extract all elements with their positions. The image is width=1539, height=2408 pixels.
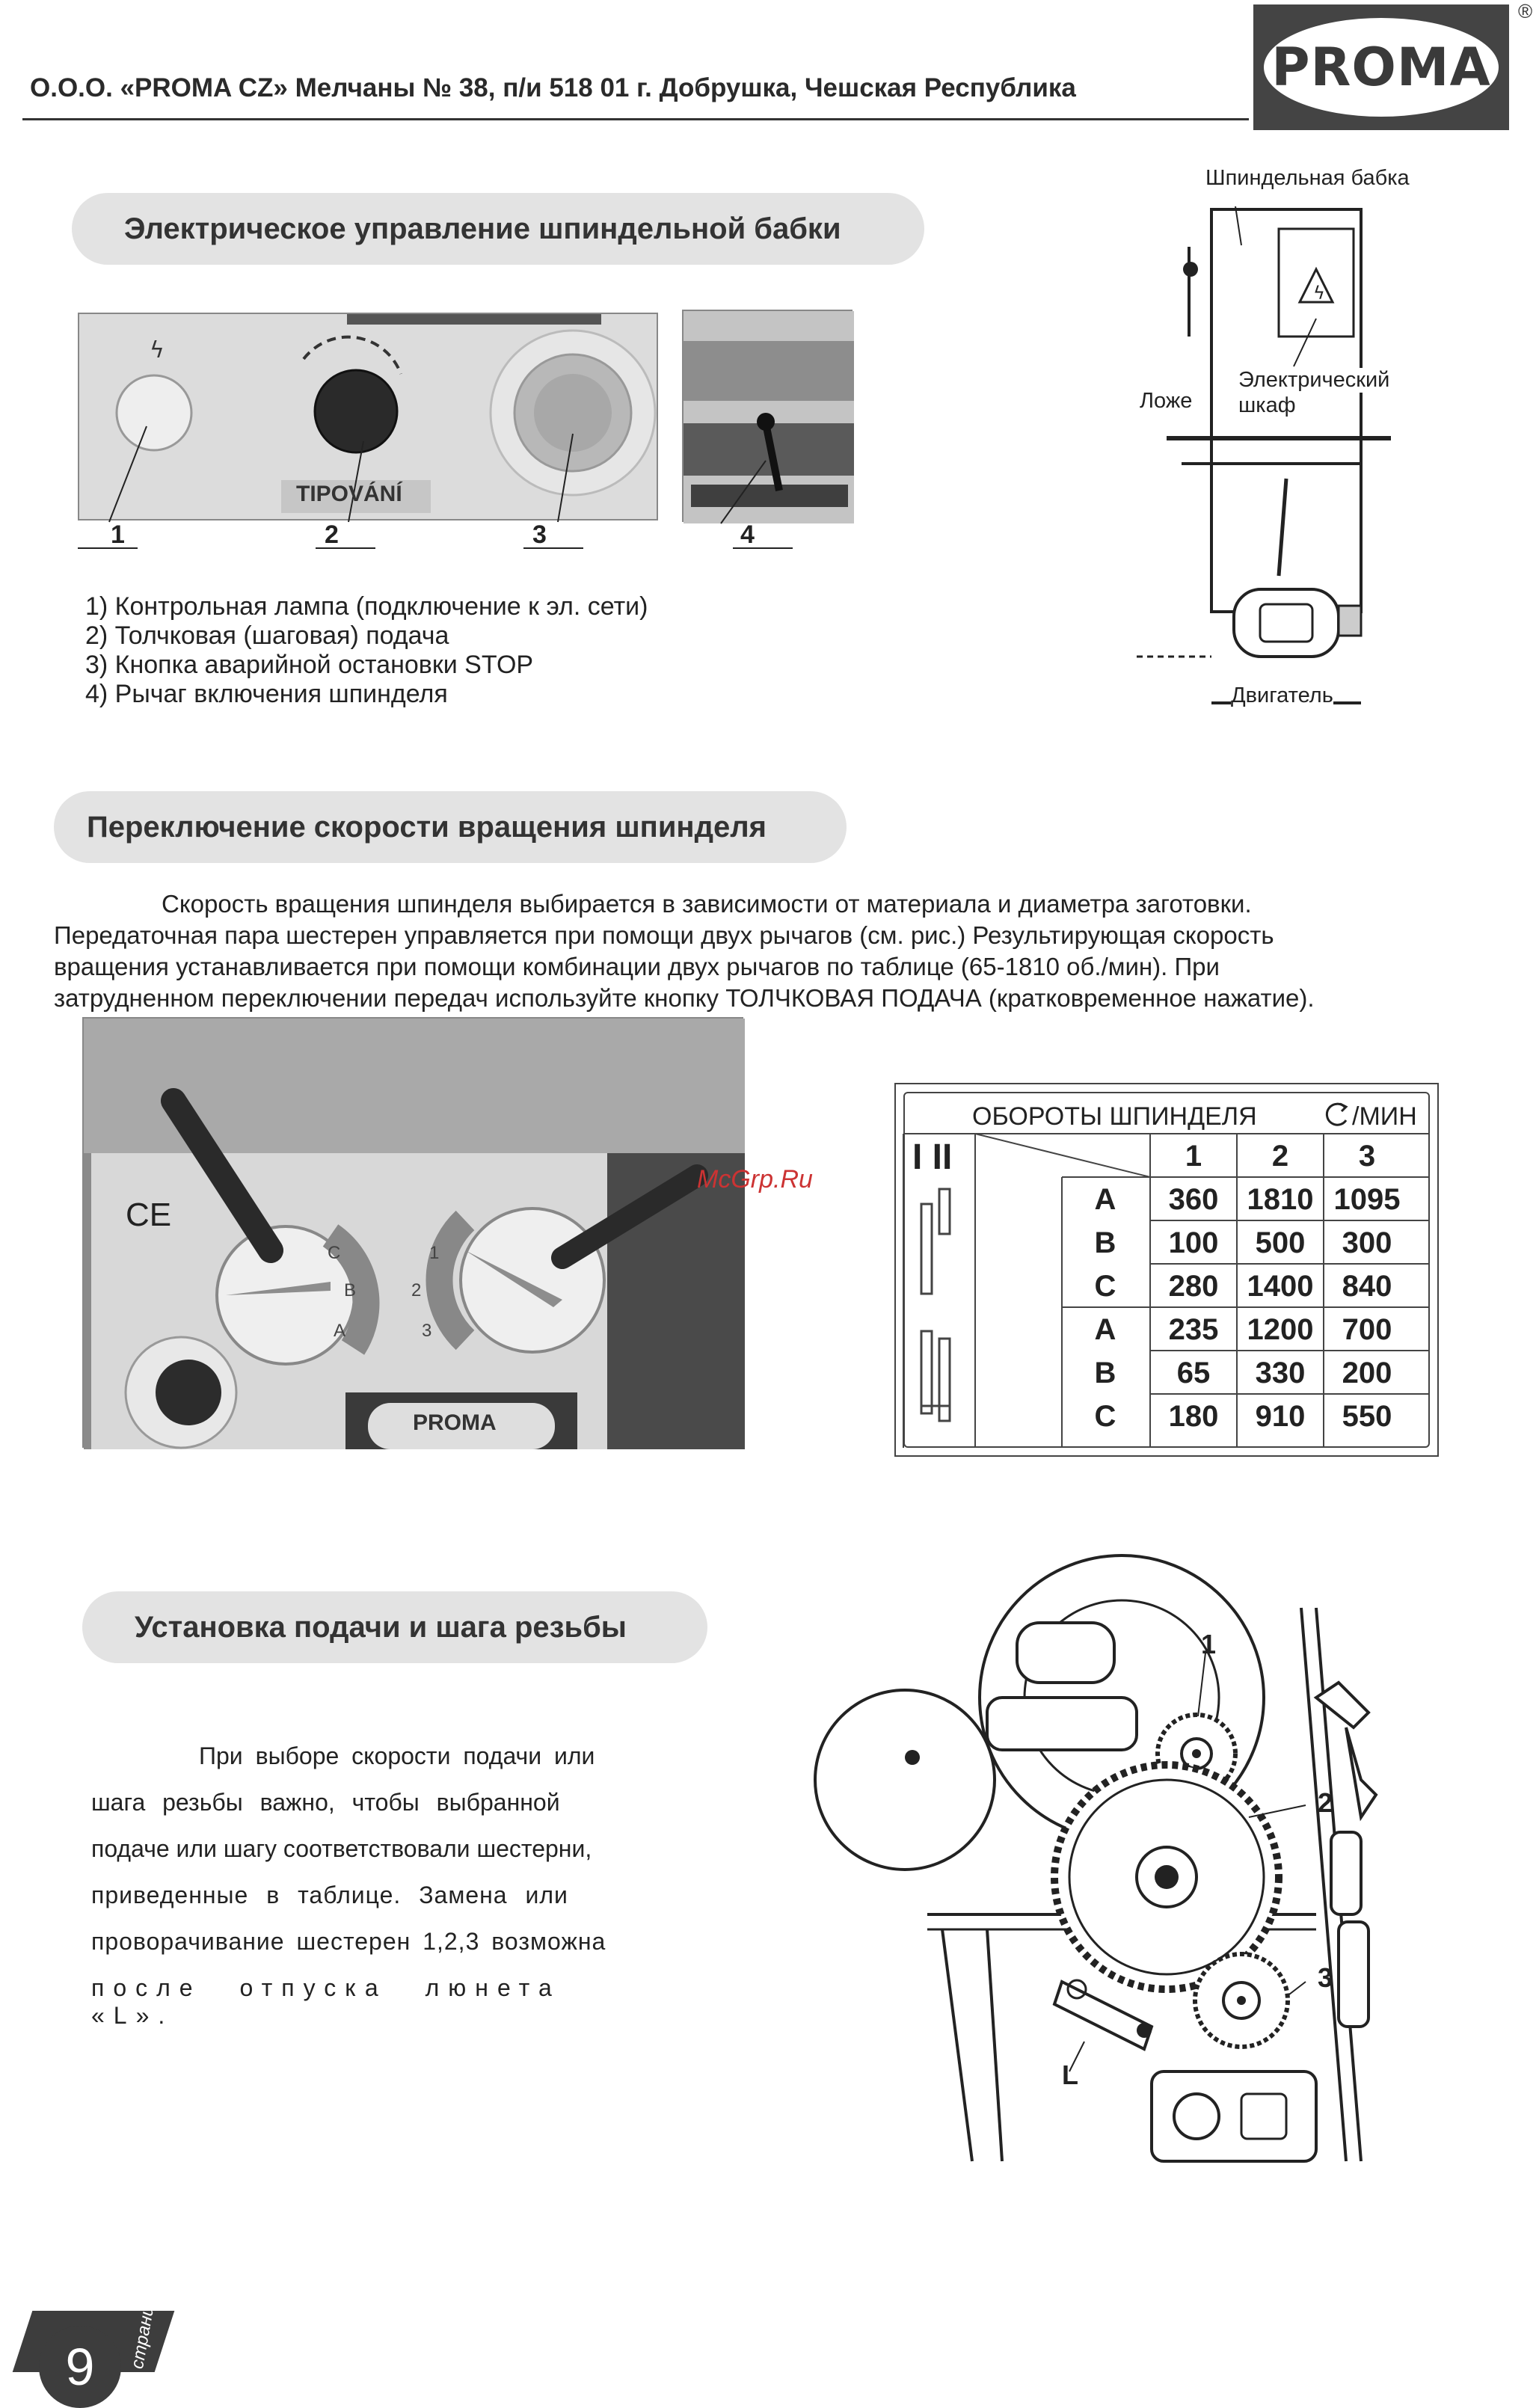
company-address: О.О.О. «PROMA CZ» Мелчаны № 38, п/и 518 01 г. Добрушка, Чешская Республика xyxy=(30,73,1076,102)
table-cell: 550 xyxy=(1342,1400,1392,1433)
feed-paragraph xyxy=(91,1742,649,2029)
callout-row xyxy=(78,520,853,550)
logo-text: PROMA xyxy=(1271,37,1491,98)
motor-label: Двигатель xyxy=(1231,684,1333,707)
section3-title-text: Установка подачи и шага резьбы xyxy=(135,1610,627,1644)
dial-a-c: C xyxy=(328,1243,341,1263)
plate-logo: PROMA xyxy=(413,1410,497,1435)
col-header-2: 2 xyxy=(1271,1140,1289,1173)
section-title-electric-control xyxy=(72,193,924,265)
para-line: Скорость вращения шпинделя выбирается в зависимости от материала и диаметра заготовки. xyxy=(162,890,1252,918)
list-item: 1) Контрольная лампа (подключение к эл. сети) xyxy=(85,592,648,621)
para-line: подаче или шагу соответствовали шестерни, xyxy=(91,1835,592,1862)
table-cell: 700 xyxy=(1342,1313,1392,1346)
control-legend-list xyxy=(85,592,648,709)
table-cell: 840 xyxy=(1342,1270,1392,1303)
header-rule xyxy=(22,118,1249,120)
ce-mark: CE xyxy=(126,1197,172,1233)
watermark-text: McGrp.Ru xyxy=(697,1165,813,1194)
table-cell: 200 xyxy=(1342,1357,1392,1389)
svg-text:ϟ: ϟ xyxy=(1313,283,1325,304)
table-cell: 100 xyxy=(1168,1226,1219,1259)
gear-train-diagram xyxy=(897,1593,1406,2176)
section2-title-text: Переключение скорости вращения шпинделя xyxy=(87,810,767,844)
speed-levers-photo xyxy=(82,1017,813,1448)
svg-text:ϟ: ϟ xyxy=(150,337,165,363)
para-line: вращения устанавливается при помощи комбинации двух рычагов по таблице (65-1810 об./мин). При xyxy=(54,953,1220,980)
registered-mark: ® xyxy=(1518,0,1533,22)
callout-2: 2 xyxy=(325,520,339,549)
bed-label: Ложе xyxy=(1140,389,1193,413)
para-line: Передаточная пара шестерен управляется при помощи двух рычагов (см. рис.) Результирующая скорость xyxy=(54,921,1274,949)
gear-label-3: 3 xyxy=(1318,1962,1333,1993)
gear-label-l: L xyxy=(1062,2060,1078,2090)
table-cell: 500 xyxy=(1255,1226,1306,1259)
dial-b-2: 2 xyxy=(411,1280,422,1300)
logo-oval xyxy=(1264,18,1499,117)
para-line: шага резьбы важно, чтобы выбранной xyxy=(91,1789,560,1816)
headstock-label: Шпиндельная бабка xyxy=(1205,166,1410,190)
page-word: страница xyxy=(127,2284,162,2371)
table-cell: 1810 xyxy=(1247,1183,1314,1216)
gear-label-2: 2 xyxy=(1318,1787,1333,1818)
list-item: 2) Толчковая (шаговая) подача xyxy=(85,621,449,650)
table-cell: 300 xyxy=(1342,1226,1392,1259)
jog-caption: TIPOVÁNÍ xyxy=(296,482,402,506)
table-cell: 1095 xyxy=(1333,1183,1401,1216)
table-cell: 360 xyxy=(1168,1183,1219,1216)
page-number: 9 xyxy=(39,2326,121,2408)
lathe-schematic xyxy=(1137,179,1451,733)
speed-table-title: ОБОРОТЫ ШПИНДЕЛЯ xyxy=(972,1102,1257,1131)
callout-4: 4 xyxy=(740,520,755,549)
row-label: A xyxy=(1094,1183,1116,1216)
callout-1: 1 xyxy=(111,520,125,549)
section-title-spindle-speed xyxy=(54,791,847,863)
section-title-feed-thread xyxy=(82,1591,707,1663)
cabinet-label-line1: Электрический xyxy=(1238,368,1390,392)
cabinet-label-line2: шкаф xyxy=(1238,393,1296,417)
table-cell: 180 xyxy=(1168,1400,1219,1433)
speed-levers-drawing xyxy=(84,1019,745,1449)
control-panel-photo xyxy=(78,313,658,520)
row-label: A xyxy=(1094,1313,1116,1346)
gear-label-1: 1 xyxy=(1201,1629,1217,1659)
dial-b-3: 3 xyxy=(422,1321,432,1341)
row-label: C xyxy=(1094,1400,1116,1433)
callout-3: 3 xyxy=(532,520,547,549)
para-line: проворачивание шестерен 1,2,3 возможна xyxy=(91,1928,606,1955)
col-header-1: 1 xyxy=(1185,1140,1202,1173)
section1-title-text: Электрическое управление шпиндельной бабки xyxy=(124,212,841,245)
table-cell: 280 xyxy=(1168,1270,1219,1303)
para-line: после отпуска люнета «L». xyxy=(91,1974,561,2029)
spindle-lever-photo xyxy=(682,310,853,522)
dial-a-b: B xyxy=(344,1280,357,1300)
row-label: B xyxy=(1094,1357,1116,1389)
table-cell: 1200 xyxy=(1247,1313,1314,1346)
table-cell: 65 xyxy=(1176,1357,1211,1389)
list-item: 3) Кнопка аварийной остановки STOP xyxy=(85,651,534,679)
speed-table-unit: /МИН xyxy=(1352,1102,1417,1131)
table-cell: 330 xyxy=(1255,1357,1306,1389)
table-cell: 235 xyxy=(1168,1313,1219,1346)
row-label: B xyxy=(1094,1226,1116,1259)
lever-drawing xyxy=(684,311,854,523)
dial-b-1: 1 xyxy=(429,1243,440,1263)
para-line: затрудненном переключении передач используйте кнопку ТОЛЧКОВАЯ ПОДАЧА (кратковременное нажатие). xyxy=(54,984,1315,1012)
table-cell: 1400 xyxy=(1247,1270,1314,1303)
para-line: приведенные в таблице. Замена или xyxy=(91,1882,568,1908)
col-header-3: 3 xyxy=(1358,1140,1376,1173)
para-line: При выборе скорости подачи или xyxy=(199,1742,595,1769)
table-cell: 910 xyxy=(1255,1400,1306,1433)
lever-range-label: I II xyxy=(912,1137,953,1177)
dial-a-a: A xyxy=(334,1321,346,1341)
speed-paragraph xyxy=(54,888,1490,1014)
list-item: 4) Рычаг включения шпинделя xyxy=(85,680,448,708)
row-label: C xyxy=(1094,1270,1116,1303)
